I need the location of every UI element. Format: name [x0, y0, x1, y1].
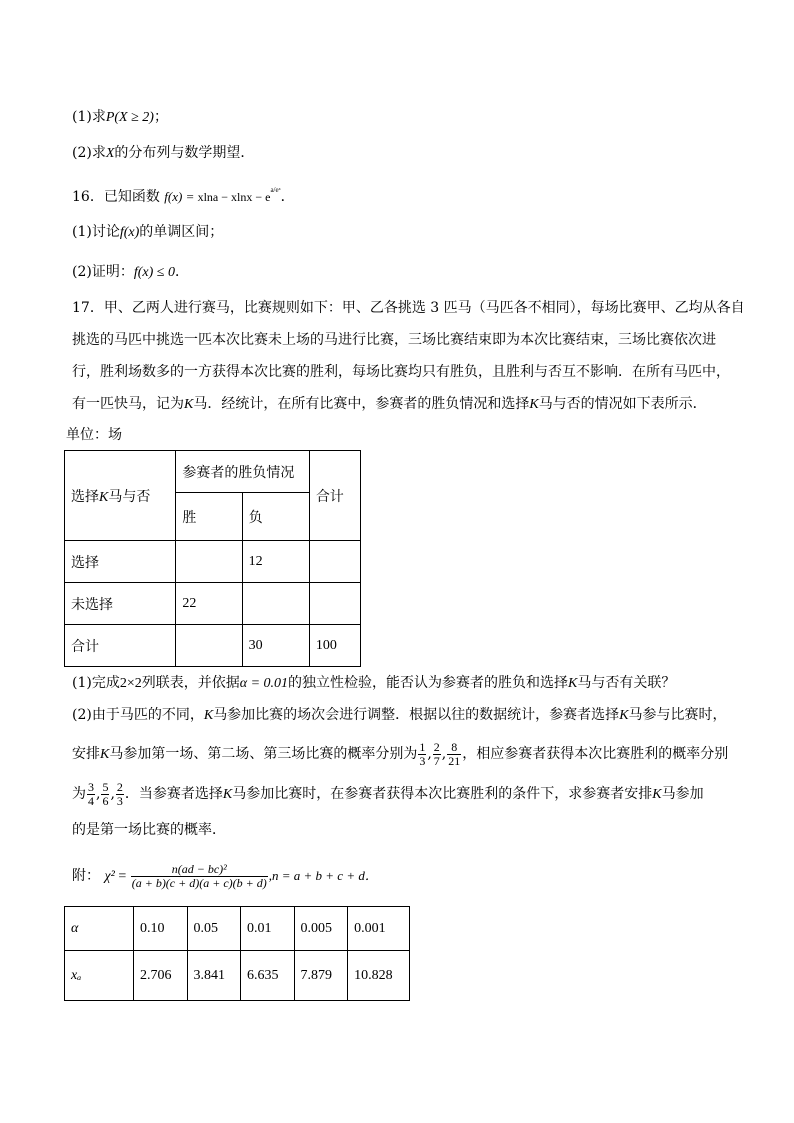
fraction: [87, 781, 95, 808]
q17-line1: 17．甲、乙两人进行赛马，比赛规则如下：甲、乙各挑选 3 匹马（马匹各不相同），每场比赛甲、乙均从各自: [72, 300, 745, 316]
q15-part2-suffix: 的分布列与数学期望．: [114, 145, 255, 161]
q16-intro: 16．已知函数: [72, 189, 160, 205]
table-row: [65, 541, 361, 583]
table-cell: 0.10: [134, 907, 188, 951]
q17-p4-c: 马参加比赛时，在参赛者获得本次比赛胜利的条件下，求参赛者安排: [232, 786, 653, 802]
q17-k-symbol: K: [568, 676, 578, 691]
table-cell: 0.01: [241, 907, 295, 951]
q17-line4-a: 有一匹快马，记为: [72, 396, 184, 412]
q17-k-symbol: K: [652, 787, 662, 802]
header-total: 合计: [309, 451, 360, 541]
q17-part2-line2: [72, 738, 728, 771]
q16-part2-math: f(x) ≤ 0: [133, 265, 175, 280]
header-k-symbol: K: [99, 489, 109, 505]
probability-fractions-2: [86, 779, 125, 808]
q17-p1-b: 列联表，并依据: [141, 675, 240, 691]
formula-numerator: n(ad − bc)²: [131, 863, 268, 877]
q16-part1: [72, 222, 223, 243]
appendix-formula: 附： χ² = $\frac{\text{n(ad − bc)²}}{(a + b)(c + d)(a + c)(b + d)}$ ,n = a + b + c + d．: [72, 861, 378, 890]
fraction-denominator: 6: [102, 793, 109, 808]
header-lose: 负: [242, 493, 309, 541]
q17-p3-a: 安排: [72, 746, 100, 762]
q17-k-symbol: K: [619, 708, 629, 723]
row-label: 合计: [65, 625, 176, 667]
q17-p2-c: 马参与比赛时，: [628, 707, 727, 723]
alpha-label: α: [65, 907, 134, 951]
q15-part1-suffix: ；: [153, 109, 168, 125]
table-cell: [176, 541, 242, 583]
q16-exponent: a/eˣ: [270, 186, 281, 194]
fraction: [116, 781, 124, 808]
q17-part2-line3: [72, 778, 704, 811]
q17-p2-a: (2)由于马匹的不同，: [72, 707, 204, 723]
table-cell: [242, 583, 309, 625]
formula-denominator: (a + b)(c + d)(a + c)(b + d): [131, 875, 267, 890]
q17-p4-b: ．当参赛者选择: [124, 786, 223, 802]
q16-period: ．: [280, 189, 295, 205]
q16-part2-suffix: ．: [174, 264, 189, 280]
table-row: [65, 583, 361, 625]
header-select-b: 马与否: [108, 488, 151, 505]
chi-square-symbol: χ²: [104, 869, 115, 884]
q17-part2-line4: 的是第一场比赛的概率．: [72, 822, 226, 838]
q17-p1-a: (1)完成: [72, 675, 120, 691]
fraction: [418, 741, 426, 768]
table-cell: 0.05: [187, 907, 241, 951]
q16-func-rhs: xlna − xlnx − e: [197, 190, 271, 204]
q17-line4-b: 马．经统计，在所有比赛中，参赛者的胜负情况和选择: [193, 396, 530, 412]
table-cell: 0.001: [348, 907, 410, 951]
q15-part2-var: X: [105, 146, 115, 161]
table-cell: [309, 583, 360, 625]
fraction-numerator: 2: [433, 739, 440, 754]
q17-p1-math2: α = 0.01: [239, 676, 289, 691]
contingency-table: [64, 450, 361, 667]
q17-k-symbol: K: [184, 397, 194, 412]
probability-fractions-1: [417, 739, 462, 768]
row-label: 未选择: [65, 583, 176, 625]
fraction: [433, 741, 441, 768]
q17-line4: [72, 394, 707, 415]
q16-part1-suffix: 的单调区间；: [139, 224, 224, 240]
fraction-separator: ,: [96, 786, 101, 802]
q15-part2: [72, 143, 254, 164]
q17-p2-b: 马参加比赛的场次会进行调整．根据以往的数据统计，参赛者选择: [213, 707, 620, 723]
appendix-label: 附：: [72, 868, 100, 884]
critical-value-table: [64, 906, 410, 1001]
fraction-numerator: 1: [419, 739, 426, 754]
q17-p3-c: ，相应参赛者获得本次比赛胜利的概率分别: [462, 746, 729, 762]
q17-line3: 行，胜利场数多的一方获得本次比赛的胜利，每场比赛均只有胜负，且胜利与否互不影响．在所有马匹中，: [72, 364, 730, 380]
table-cell: [309, 541, 360, 583]
header-win: 胜: [176, 493, 242, 541]
header-select-k: [65, 451, 176, 541]
table-row: [65, 625, 361, 667]
header-select-a: 选择: [71, 488, 99, 505]
q15-part1: [72, 107, 168, 128]
q17-k-symbol: K: [222, 787, 233, 802]
fraction-separator: ,: [427, 746, 432, 762]
q17-p4-a: 为: [72, 786, 86, 802]
x-alpha-label: xₐ: [65, 951, 134, 1001]
table-cell: 7.879: [294, 951, 348, 1001]
q17-p1-c: 的独立性检验，能否认为参赛者的胜负和选择: [288, 675, 569, 691]
fraction-denominator: 3: [116, 793, 123, 808]
q16-stem: [72, 180, 295, 207]
fraction: [101, 781, 109, 808]
q17-p3-b: 马参加第一场、第二场、第三场比赛的概率分别为: [109, 746, 418, 762]
fraction-separator: ,: [441, 746, 447, 762]
fraction-denominator: 7: [433, 753, 440, 768]
q15-part1-math: P(X ≥ 2): [105, 110, 154, 125]
q17-line4-c: 马与否的情况如下表所示．: [538, 396, 707, 412]
q17-part1: [72, 673, 675, 694]
table-cell: 10.828: [348, 951, 410, 1001]
q17-k-symbol: K: [529, 397, 539, 412]
fraction: [447, 741, 461, 768]
q17-p4-d: 马参加: [661, 786, 704, 802]
table-cell: 6.635: [241, 951, 295, 1001]
table-cell: 0.005: [294, 907, 348, 951]
fraction-numerator: 5: [102, 779, 109, 794]
q17-part2-line1: [72, 705, 727, 726]
fraction-separator: ,: [110, 786, 115, 802]
fraction-denominator: 21: [448, 753, 461, 768]
fraction-denominator: 4: [88, 793, 94, 808]
q16-part2: [72, 262, 189, 283]
q17-unit: 单位：场: [66, 427, 122, 443]
table-cell: 2.706: [134, 951, 188, 1001]
table-cell: 22: [176, 583, 242, 625]
table-row: [65, 907, 410, 951]
q16-part1-prefix: (1)讨论: [72, 224, 120, 240]
q15-part2-prefix: (2)求: [72, 145, 106, 161]
fraction-numerator: 8: [447, 741, 461, 755]
chi-square-fraction: [131, 863, 268, 890]
q16-part2-prefix: (2)证明：: [72, 264, 134, 280]
table-cell: 3.841: [187, 951, 241, 1001]
q17-p1-math1: 2×2: [119, 676, 142, 691]
q15-part1-prefix: (1)求: [72, 109, 106, 125]
fraction-numerator: 2: [116, 779, 123, 794]
table-cell: 30: [242, 625, 309, 667]
fraction-denominator: 3: [419, 753, 426, 768]
q17-p1-d: 马与否有关联？: [577, 675, 676, 691]
q16-part1-math: f(x): [119, 225, 140, 240]
fraction-numerator: 3: [88, 779, 94, 794]
row-label: 选择: [65, 541, 176, 583]
table-cell: 12: [242, 541, 309, 583]
formula-tail: ,n = a + b + c + d．: [268, 868, 378, 883]
header-result: 参赛者的胜负情况: [176, 451, 309, 493]
table-cell: 100: [309, 625, 360, 667]
q17-k-symbol: K: [100, 747, 110, 762]
q17-line2: 挑选的马匹中挑选一匹本次比赛未上场的马进行比赛，三场比赛结束即为本次比赛结束，三场比赛依次进: [72, 332, 716, 348]
q16-func-lhs: f(x) =: [164, 189, 198, 204]
q17-k-symbol: K: [203, 708, 214, 723]
table-cell: [176, 625, 242, 667]
table-row: [65, 951, 410, 1001]
